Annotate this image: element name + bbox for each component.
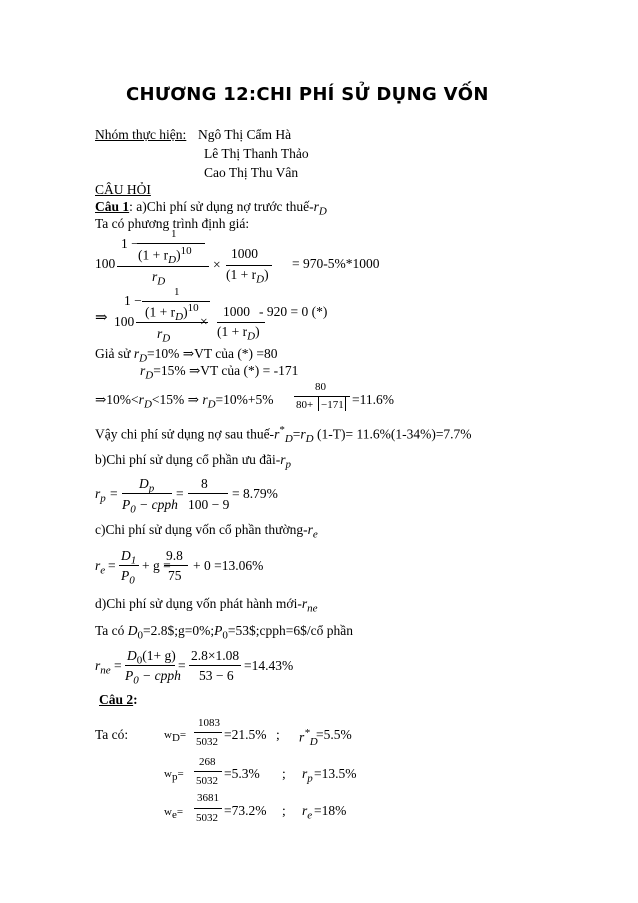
group-member-1: Ngô Thị Cẩm Hà — [198, 127, 292, 142]
questions-heading: CÂU HỎI — [95, 182, 151, 197]
page-title: CHƯƠNG 12:CHI PHÍ SỬ DỤNG VỐN — [126, 84, 489, 105]
assume-line-1: Giả sử $r_D=10\%$ ⇒VT của (*) =80 — [95, 346, 278, 365]
q1-part-c-line: c)Chi phí sử dụng vốn cổ phần thường-$r_e$ — [95, 522, 318, 541]
q1-label: Câu 1 — [95, 199, 130, 214]
q1-part-b-line: b)Chi phí sử dụng cổ phần ưu đãi-$r_p$ — [95, 452, 292, 471]
group-member-3: Cao Thị Thu Vân — [204, 165, 299, 180]
q1-part-d-line: d)Chi phí sử dụng vốn phát hành mới-$r_{ne}$ — [95, 596, 318, 615]
q2-heading: Câu 2: — [99, 692, 138, 707]
q1-part-a-line: Câu 1: a)Chi phí sử dụng nợ trước thuế-$r_D$ — [95, 199, 327, 218]
group-member-2: Lê Thị Thanh Thảo — [204, 146, 309, 161]
group-label: Nhóm thực hiện: — [95, 127, 187, 142]
q1-intro: Ta có phương trình định giá: — [95, 216, 250, 231]
q1-part-a-text: : a)Chi phí sử dụng nợ trước thuế- — [129, 199, 314, 214]
after-tax-line: Vậy chi phí sử dụng nợ sau thuế-$r^*_D=r_D$ (1-T)= 11.6%(1-34%)=7.7% — [95, 424, 472, 446]
q2-label: Câu 2 — [99, 692, 134, 707]
assume-line-2: $r_D=15\%$ ⇒VT của (*) = -171 — [140, 363, 299, 382]
q2-intro: Ta có: — [95, 727, 129, 742]
q1-part-d-given: Ta có $D_0=2.8\$;g=0\%;P_0=53\$;cpph=6\$/cổ$ phần — [95, 623, 353, 642]
